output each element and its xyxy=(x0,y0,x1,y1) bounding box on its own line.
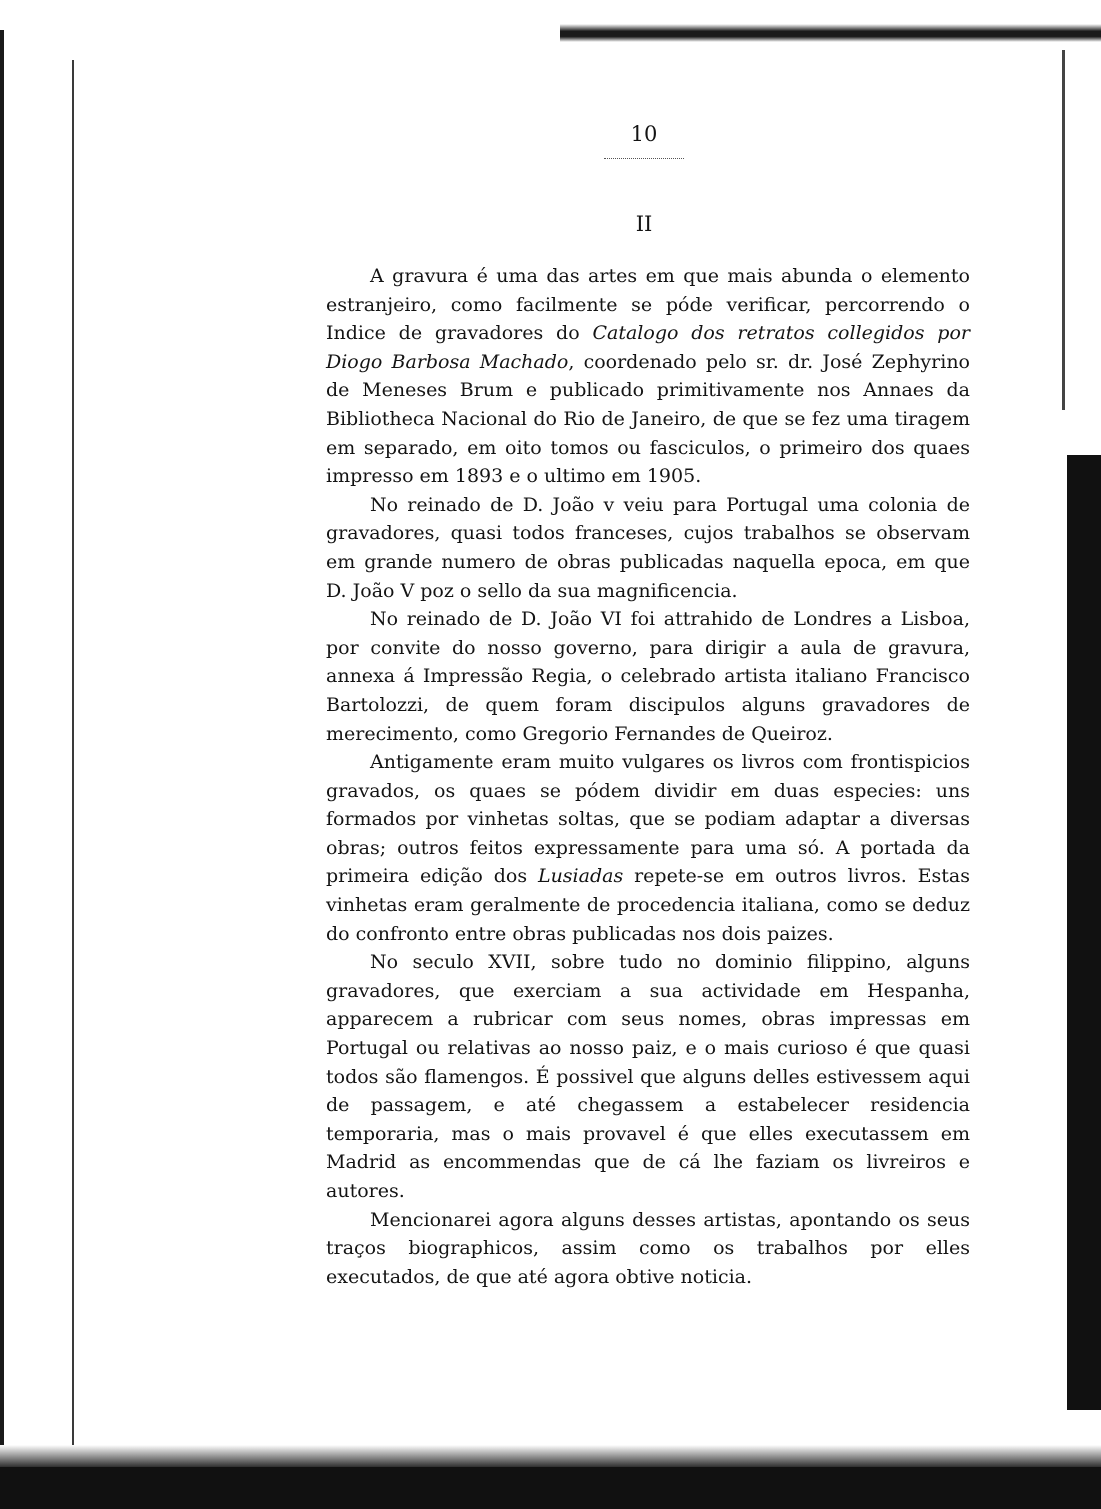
paragraph: Antigamente eram muito vulgares os livros com frontispicios gravados, os quaes se pódem dividir em duas especies: uns formados por vinhetas soltas, que se podiam adaptar a diversas obras; outros feitos expressamente para uma só. A portada da primeira edição dos Lusiadas repete-se em outros livros. Estas vinhetas eram geralmente de procedencia italiana, como se deduz do confronto entre obras publicadas nos dois paizes. xyxy=(326,751,970,945)
paragraph: No seculo XVII, sobre tudo no dominio filippino, alguns gravadores, que exerciam a sua actividade em Hespanha, apparecem a rubricar com seus nomes, obras impressas em Portugal ou relativas ao nosso paiz, e o mais curioso é que quasi todos são flamengos. É possivel que alguns delles estivessem aqui de passagem, e até chegassem a estabelecer residencia temporaria, mas o mais provavel é que elles executassem em Madrid as encommendas que de cá lhe faziam os livreiros e autores. xyxy=(326,951,970,1202)
page-number-rule xyxy=(604,158,684,159)
paragraph: No reinado de D. João v veiu para Portugal uma colonia de gravadores, quasi todos franceses, cujos trabalhos se observam em grande numero de obras publicadas naquella epoca, em que D. João V poz o sello da sua magnificencia. xyxy=(326,493,970,602)
book-title: Catalogo dos retratos collegidos por Diogo Barbosa Machado xyxy=(326,322,970,373)
book-title: Lusiadas xyxy=(537,865,624,888)
scan-edge-bottom-fade xyxy=(0,1445,1101,1469)
paragraph: No reinado de D. João VI foi attrahido de Londres a Lisboa, por convite do nosso governo, para dirigir a aula de gravura, annexa á Impressão Regia, o celebrado artista italiano Francisco Bartolozzi, de quem foram discipulos alguns gravadores de merecimento, como Gregorio Fernandes de Queiroz. xyxy=(326,608,970,745)
paragraph: Mencionarei agora alguns desses artistas, apontando os seus traços biographicos, assim como os trabalhos por elles executados, de que até agora obtive noticia. xyxy=(326,1208,970,1288)
body-text xyxy=(326,262,970,1291)
scan-edge-bottom xyxy=(0,1467,1101,1509)
scan-binding-line xyxy=(72,60,74,1460)
paragraph: A gravura é uma das artes em que mais abunda o elemento estranjeiro, como facilmente se póde verificar, percorrendo o Indice de gravadores do Catalogo dos retratos collegidos por Diogo Barbosa Machado, coordenado pelo sr. dr. José Zephyrino de Meneses Brum e publicado primitivamente nos Annaes da Bibliotheca Nacional do Rio de Janeiro, de que se fez uma tiragem em separado, em oito tomos ou fasciculos, o primeiro dos quaes impresso em 1893 e o ultimo em 1905. xyxy=(326,265,970,488)
page-number: 10 xyxy=(630,122,658,146)
scan-fold-right xyxy=(1062,50,1065,410)
scan-edge-right xyxy=(1067,455,1101,1410)
scan-edge-left xyxy=(0,30,4,1470)
section-heading: II xyxy=(635,212,653,236)
scan-edge-top xyxy=(560,24,1101,42)
